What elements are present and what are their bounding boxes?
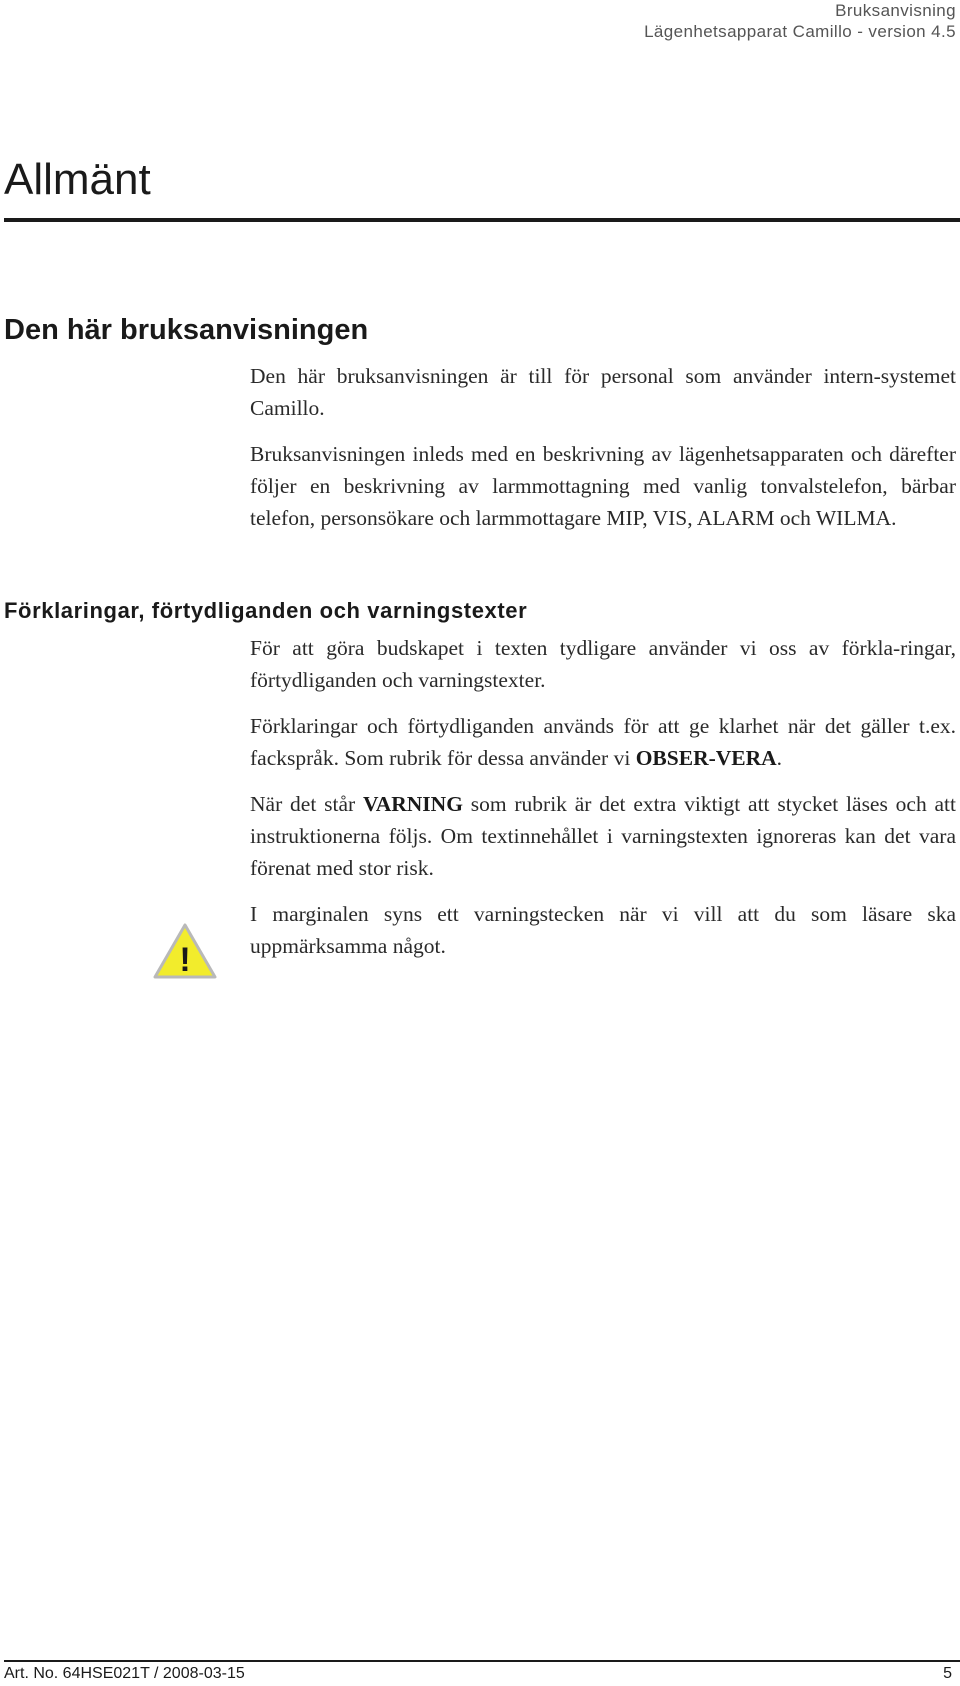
paragraph-text: När det står <box>250 792 363 816</box>
paragraph-text: Förklaringar och förtydliganden används för att ge klarhet när det gäller t.ex. fackspråk. Som rubrik för dessa använder vi <box>250 714 956 770</box>
subsection-title: Förklaringar, förtydliganden och varningstexter <box>4 598 528 623</box>
section-paragraph-2: Bruksanvisningen inleds med en beskrivning av lägenhetsapparaten och därefter följer en beskrivning av larmmottagning med vanlig tonvalstelefon, bärbar telefon, personsökare och larmmottagare MIP, VIS, ALARM och WILMA. <box>250 442 956 530</box>
paragraph-text: som rubrik är det extra viktigt att stycket läses och att instruktionerna följs. Om textinnehållet i varningstexten ignoreras kan det vara förenat med stor risk. <box>250 792 956 880</box>
subsection-paragraph-1: För att göra budskapet i texten tydligare använder vi oss av förkla-ringar, förtydliganden och varningstexter. <box>250 636 956 692</box>
subsection-body <box>250 632 956 976</box>
chapter-title: Allmänt <box>4 155 151 204</box>
observera-keyword: OBSER-VERA <box>635 746 777 770</box>
section-paragraph-1: Den här bruksanvisningen är till för personal som använder intern-systemet Camillo. <box>250 364 956 420</box>
warning-triangle-icon <box>152 922 218 980</box>
paragraph-text: . <box>776 746 783 770</box>
varning-keyword: VARNING <box>362 792 463 816</box>
subsection-paragraph-2 <box>250 710 956 774</box>
footer-article-number: Art. No. 64HSE021T / 2008-03-15 <box>4 1665 245 1682</box>
footer-page-number: 5 <box>943 1665 952 1682</box>
subsection-paragraph-4: I marginalen syns ett varningstecken när vi vill att du som läsare ska uppmärksamma något. <box>250 902 956 958</box>
header-product-version: Lägenhetsapparat Camillo - version 4.5 <box>644 22 956 41</box>
section-title: Den här bruksanvisningen <box>4 314 369 346</box>
section-body <box>250 360 956 548</box>
subsection-paragraph-3 <box>250 788 956 884</box>
warning-exclamation: ! <box>179 941 191 979</box>
footer-divider <box>4 1660 960 1662</box>
header-document-type: Bruksanvisning <box>835 1 956 20</box>
running-header <box>644 0 956 42</box>
chapter-divider <box>4 218 960 222</box>
